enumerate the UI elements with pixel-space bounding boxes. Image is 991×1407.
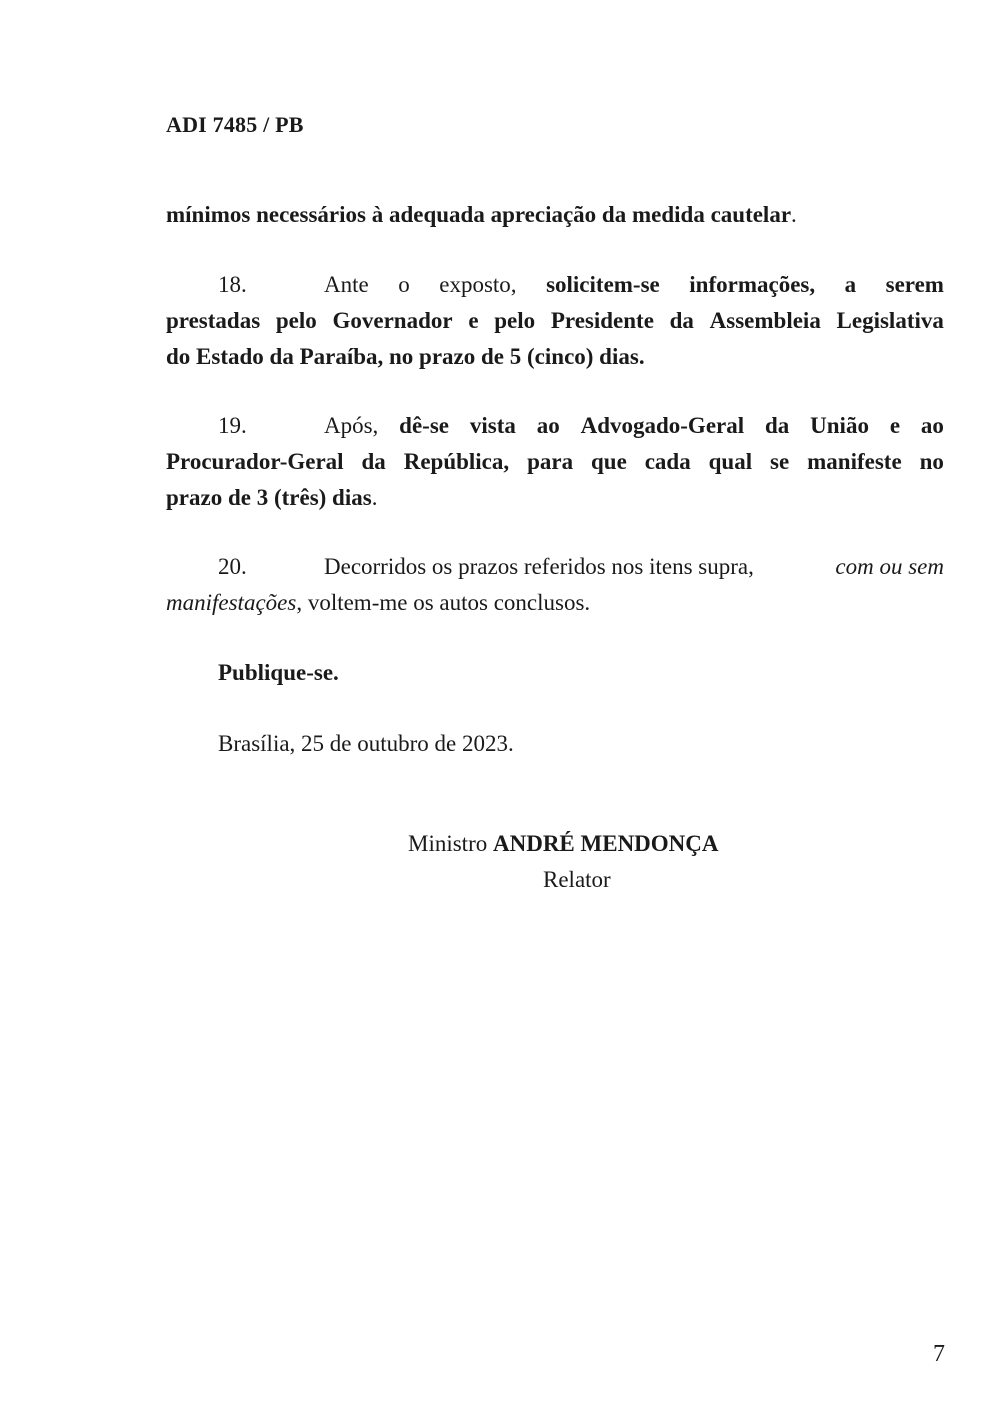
word: Procurador-Geral <box>166 449 344 474</box>
word: vista <box>469 413 516 438</box>
signature-name: ANDRÉ MENDONÇA <box>492 831 719 856</box>
paragraph-20 <box>166 549 944 621</box>
word: qual <box>708 449 753 474</box>
place-date <box>166 726 991 762</box>
word: ao <box>536 413 560 438</box>
paragraph-20-line2-italic: manifestações <box>166 590 297 615</box>
word: da <box>669 308 694 333</box>
word: manifeste <box>807 449 902 474</box>
signature-title: Ministro <box>408 831 488 856</box>
paragraph-20-line2-text: , voltem-me os autos conclusos. <box>296 590 591 615</box>
word: o <box>398 272 410 297</box>
word: solicitem-se <box>546 272 660 297</box>
paragraph-20-line1-italic: com ou sem <box>835 554 944 579</box>
word: dê-se <box>399 413 449 438</box>
page-number: 7 <box>933 1341 945 1367</box>
word: serem <box>885 272 944 297</box>
publish-instruction <box>166 655 991 691</box>
word: pelo <box>275 308 317 333</box>
word: Após, <box>324 413 379 438</box>
place-date-text: Brasília, 25 de outubro de 2023. <box>218 731 514 756</box>
paragraph-18 <box>166 267 944 375</box>
word: no <box>919 449 944 474</box>
word: Legislativa <box>836 308 944 333</box>
word: se <box>770 449 790 474</box>
word: que <box>590 449 627 474</box>
publish-text: Publique-se. <box>218 660 339 685</box>
word: Presidente <box>550 308 654 333</box>
signature-line <box>408 831 719 857</box>
case-reference: ADI 7485 / PB <box>166 112 304 137</box>
paragraph-19 <box>166 408 944 516</box>
paragraph-number: 20. <box>218 554 247 579</box>
word: exposto, <box>439 272 517 297</box>
word: e <box>468 308 479 333</box>
paragraph-number: 19. <box>218 413 247 438</box>
paragraph-19-end: . <box>371 485 378 510</box>
word: prestadas <box>166 308 261 333</box>
paragraph-18-line3: do Estado da Paraíba, no prazo de 5 (cinco) dias. <box>166 344 645 369</box>
paragraph-19-line3: prazo de 3 (três) dias <box>166 485 372 510</box>
paragraph-20-line1-text: Decorridos os prazos referidos nos itens supra, <box>324 554 754 579</box>
word: Ante <box>324 272 369 297</box>
paragraph-continuation <box>166 197 944 233</box>
signature-role: Relator <box>543 867 611 892</box>
word: para <box>527 449 574 474</box>
word: União <box>810 413 869 438</box>
word: cada <box>644 449 691 474</box>
word: Governador <box>332 308 453 333</box>
word: e <box>889 413 901 438</box>
word: Advogado-Geral <box>580 413 745 438</box>
continuation-end: . <box>791 202 797 227</box>
word: da <box>361 449 386 474</box>
continuation-text: mínimos necessários à adequada apreciação da medida cautelar <box>166 202 792 227</box>
word: a <box>844 272 857 297</box>
word: pelo <box>494 308 536 333</box>
word: informações, <box>689 272 816 297</box>
word: da <box>765 413 790 438</box>
word: ao <box>920 413 944 438</box>
paragraph-number: 18. <box>218 272 247 297</box>
word: Assembleia <box>709 308 821 333</box>
word: República, <box>403 449 510 474</box>
